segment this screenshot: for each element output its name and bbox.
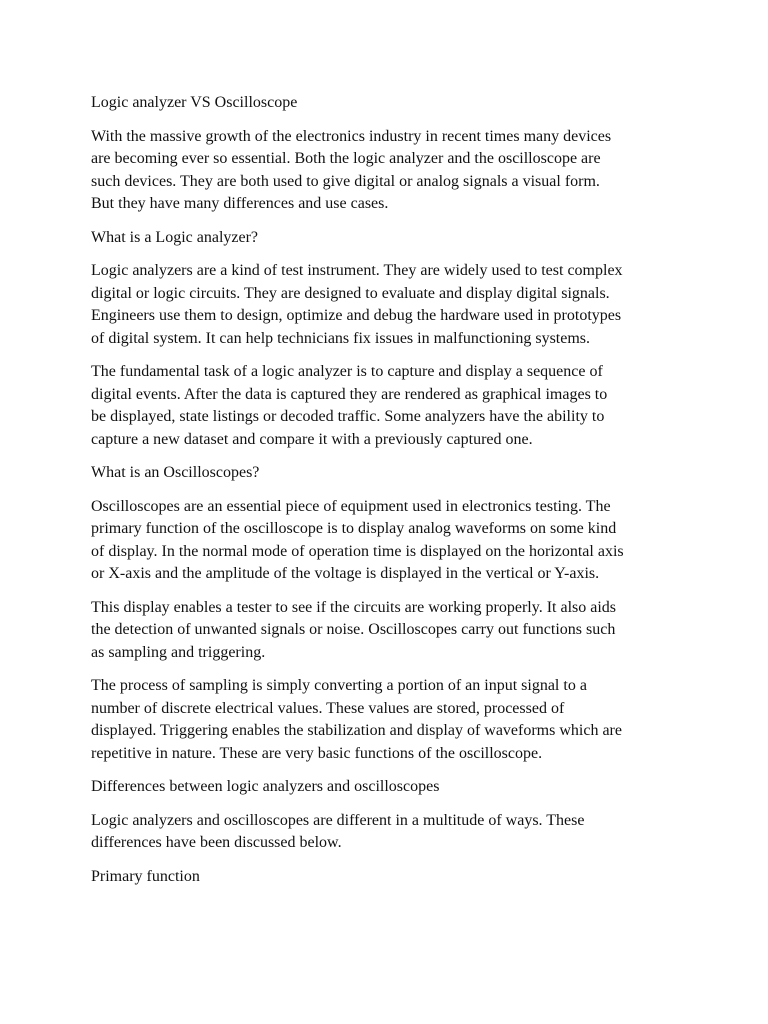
- text-line: capture a new dataset and compare it with a previously captured one.: [91, 430, 533, 448]
- text-line: Logic analyzers are a kind of test instrument. They are widely used to test complex: [91, 262, 623, 279]
- text-line: the detection of unwanted signals or noise. Oscilloscopes carry out functions such: [91, 621, 616, 638]
- text-line: digital or logic circuits. They are designed to evaluate and display digital signals.: [91, 284, 610, 302]
- oscilloscope-paragraph-2: [91, 597, 691, 665]
- text-line: Oscilloscopes are an essential piece of equipment used in electronics testing. The: [91, 497, 611, 515]
- text-line: such devices. They are both used to give digital or analog signals a visual form.: [91, 172, 600, 190]
- text-line: or X-axis and the amplitude of the voltage is displayed in the vertical or Y-axis.: [91, 565, 600, 582]
- document-title: Logic analyzer VS Oscilloscope: [91, 94, 298, 111]
- text-line: are becoming ever so essential. Both the logic analyzer and the oscilloscope are: [91, 150, 601, 167]
- oscilloscope-paragraph-3: [91, 675, 691, 765]
- text-line: number of discrete electrical values. These values are stored, processed of: [91, 699, 565, 717]
- text-line: With the massive growth of the electronics industry in recent times many devices: [91, 127, 612, 145]
- text-line: primary function of the oscilloscope is to display analog waveforms on some kind: [91, 520, 617, 537]
- logic-analyzer-paragraph-2: [91, 361, 691, 451]
- text-line: repetitive in nature. These are very basic functions of the oscilloscope.: [91, 744, 543, 762]
- text-line: displayed. Triggering enables the stabilization and display of waveforms which are: [91, 722, 622, 739]
- logic-analyzer-heading: What is a Logic analyzer?: [91, 228, 259, 246]
- text-line: differences have been discussed below.: [91, 834, 342, 851]
- text-line: But they have many differences and use cases.: [91, 195, 389, 212]
- text-line: as sampling and triggering.: [91, 643, 266, 661]
- text-line: The fundamental task of a logic analyzer is to capture and display a sequence of: [91, 363, 603, 380]
- oscilloscope-paragraph-1: [91, 496, 691, 586]
- text-line: Engineers use them to design, optimize and debug the hardware used in prototypes: [91, 307, 622, 324]
- text-line: be displayed, state listings or decoded traffic. Some analyzers have the ability to: [91, 408, 605, 425]
- primary-function-heading: Primary function: [91, 867, 200, 885]
- oscilloscope-heading: What is an Oscilloscopes?: [91, 464, 260, 481]
- text-line: of display. In the normal mode of operation time is displayed on the horizontal axis: [91, 542, 624, 560]
- text-line: of digital system. It can help technicians fix issues in malfunctioning systems.: [91, 329, 591, 347]
- text-line: The process of sampling is simply converting a portion of an input signal to a: [91, 677, 587, 694]
- logic-analyzer-paragraph-1: [91, 260, 691, 350]
- text-line: digital events. After the data is captured they are rendered as graphical images to: [91, 385, 608, 403]
- text-line: Logic analyzers and oscilloscopes are different in a multitude of ways. These: [91, 811, 585, 829]
- text-line: This display enables a tester to see if the circuits are working properly. It also aids: [91, 598, 617, 616]
- differences-heading: Differences between logic analyzers and oscilloscopes: [91, 778, 440, 795]
- document-page: [91, 92, 691, 899]
- differences-paragraph: [91, 810, 691, 855]
- intro-paragraph: [91, 126, 691, 216]
